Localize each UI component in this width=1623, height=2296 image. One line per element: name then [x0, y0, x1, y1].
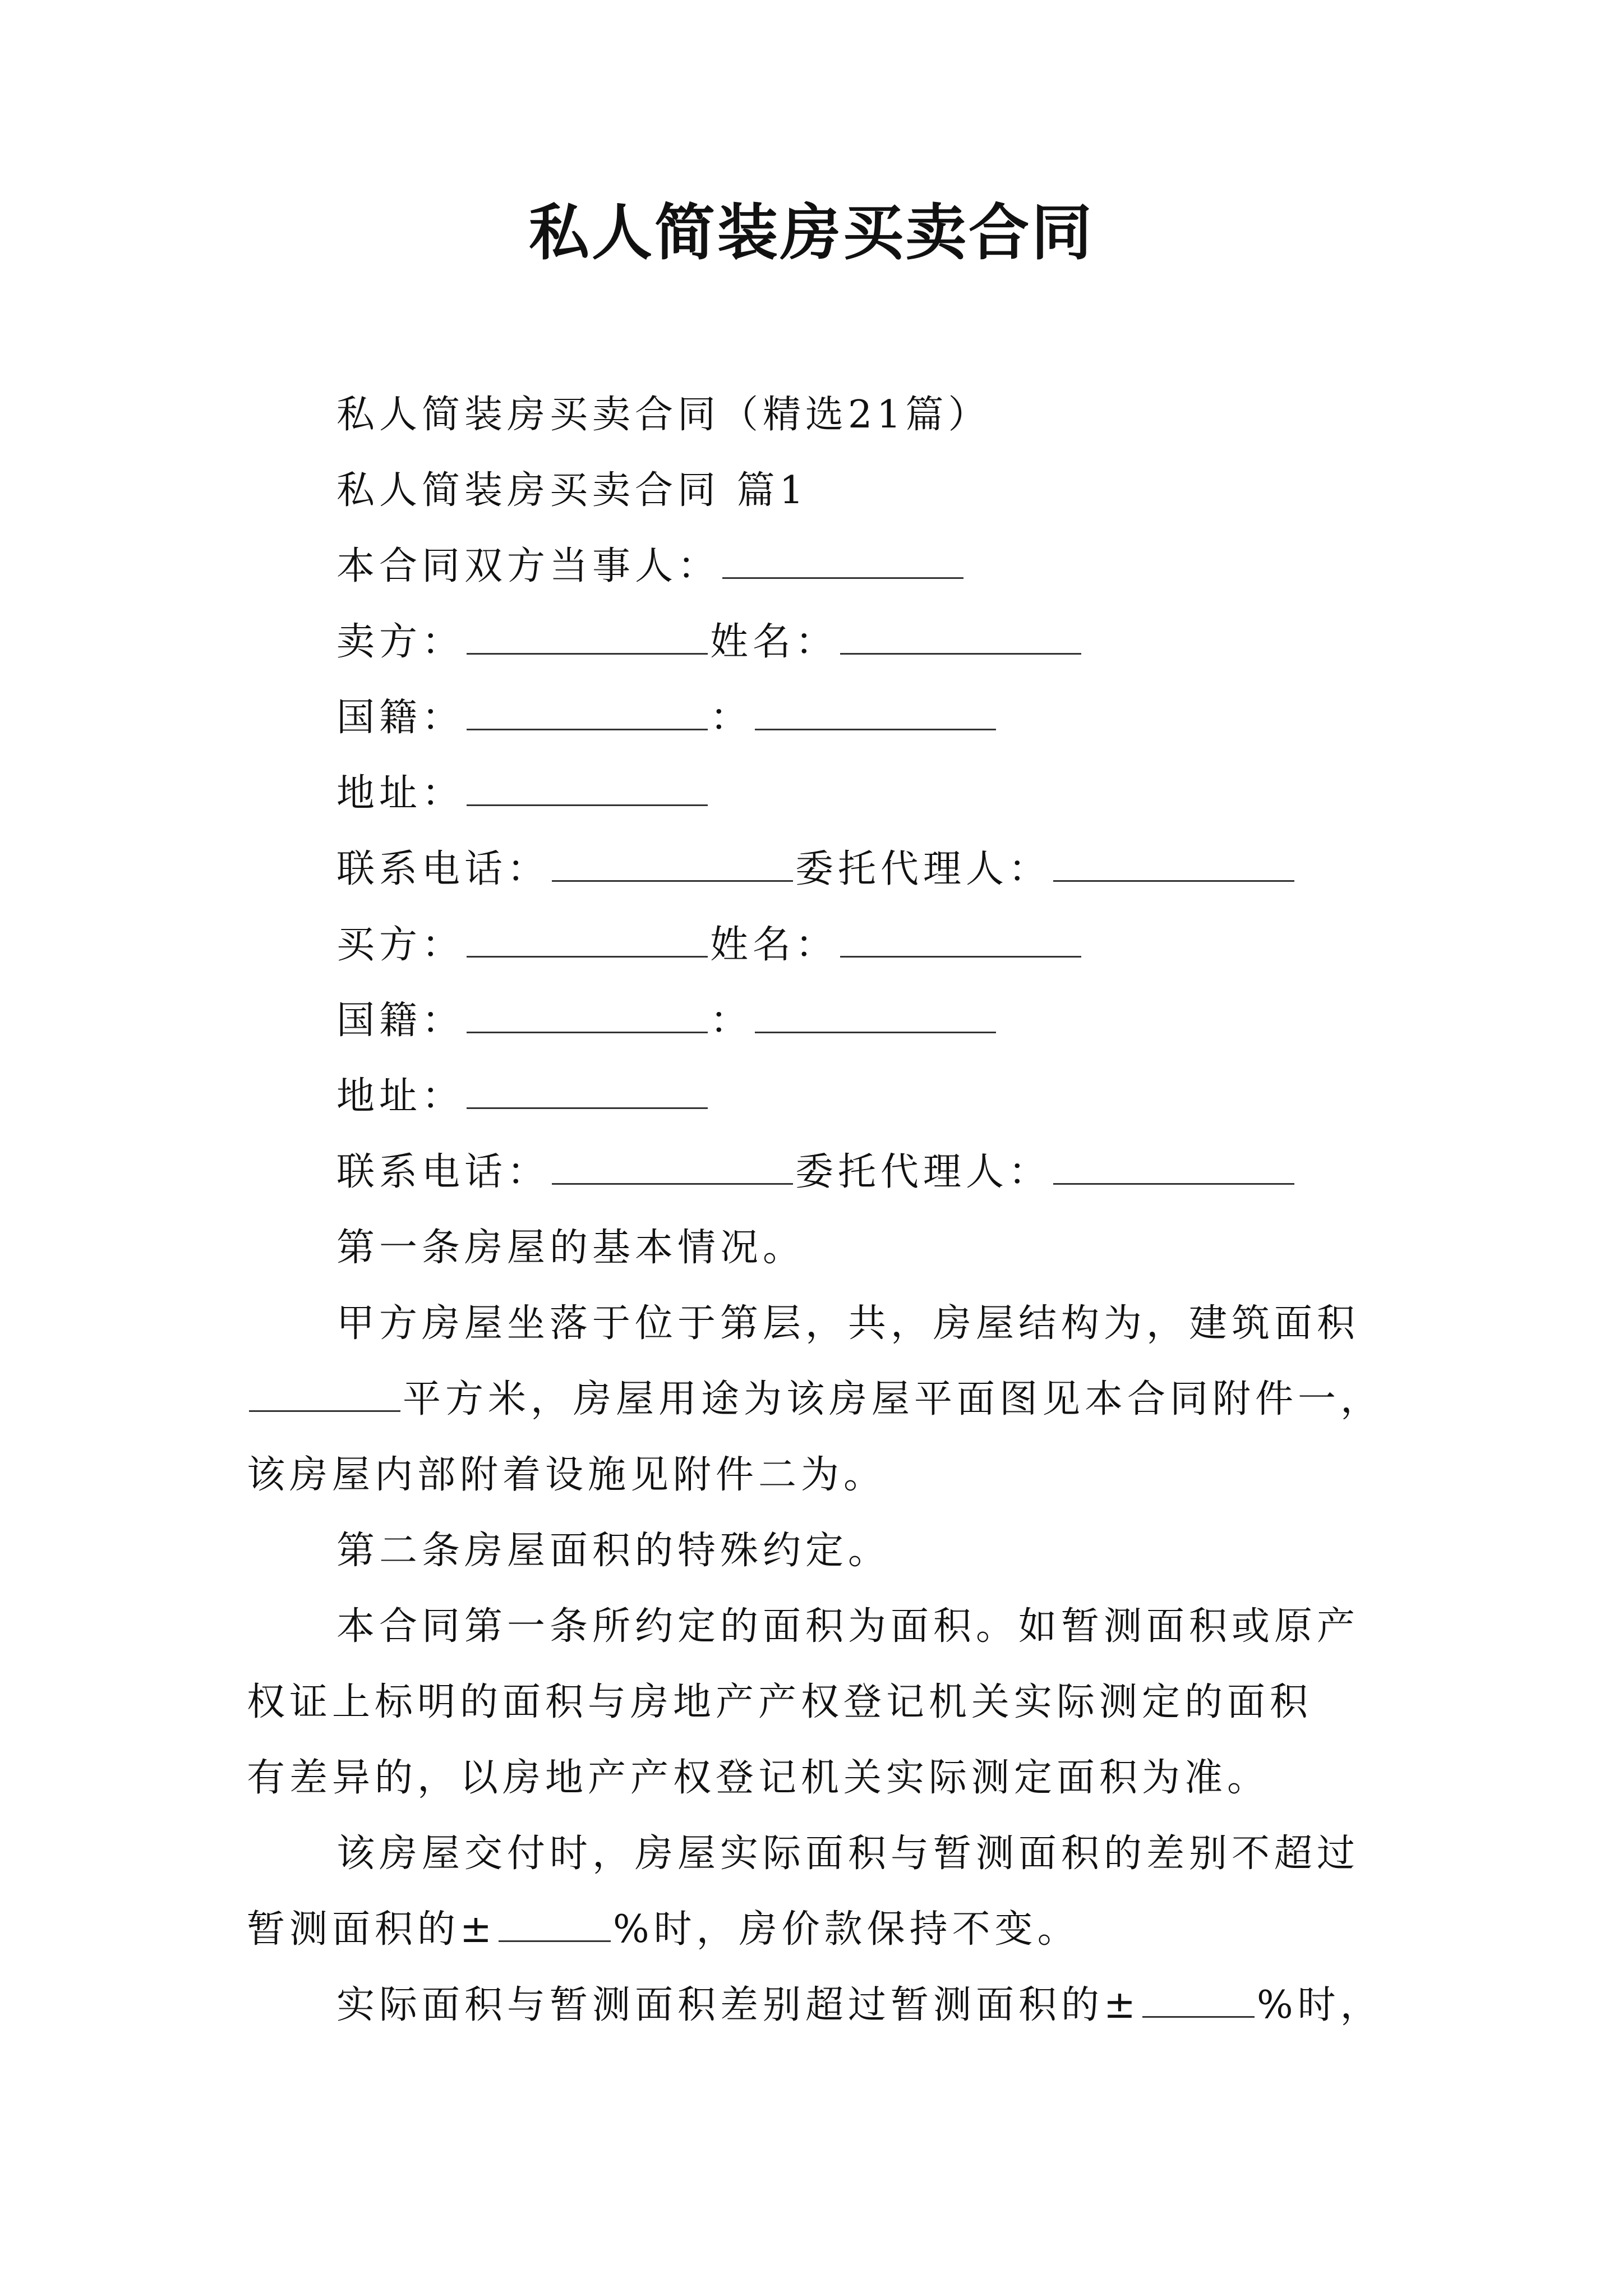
tolerance-text-head: 暂测面积的±: [247, 1907, 496, 1952]
article1-line2-text: 平方米，房屋用途为该房屋平面图见本合同附件一，: [403, 1377, 1384, 1421]
buyer-label: 买方：: [336, 923, 465, 967]
seller-nationality-line: [336, 690, 998, 746]
seller-phone-blank: [552, 846, 793, 882]
seller-name-label: 姓名：: [710, 620, 838, 664]
parties-blank: [722, 544, 963, 579]
buyer-line: [336, 917, 1083, 973]
buyer-extra-blank: [755, 998, 996, 1033]
buyer-address-label: 地址：: [336, 1074, 465, 1119]
buyer-phone-label: 联系电话：: [336, 1150, 550, 1194]
article1-paragraph-line2: [247, 1372, 1383, 1428]
buyer-phone-blank: [552, 1149, 793, 1185]
buyer-nationality-line: [336, 993, 998, 1049]
seller-line: [336, 614, 1083, 670]
excess-blank: [1142, 1982, 1255, 2018]
buyer-agent-label: 委托代理人：: [795, 1150, 1052, 1194]
seller-address-line: [336, 766, 710, 822]
article2-paragraph2-line2: [247, 1902, 1080, 1958]
document-title: 私人简装房买卖合同: [528, 197, 1094, 268]
article2-paragraph2-line1: 该房屋交付时，房屋实际面积与暂测面积的差别不超过: [336, 1832, 1360, 1876]
seller-nationality-blank: [467, 695, 708, 730]
seller-extra-blank: [755, 695, 996, 730]
article2-heading: 第二条房屋面积的特殊约定。: [336, 1529, 891, 1573]
article2-paragraph1-line3: 有差异的，以房地产产权登记机关实际测定面积为准。: [247, 1756, 1270, 1800]
seller-agent-label: 委托代理人：: [795, 847, 1052, 891]
seller-blank: [467, 619, 708, 655]
parties-line: [336, 539, 966, 595]
seller-address-blank: [467, 771, 708, 806]
area-blank: [249, 1377, 400, 1412]
seller-colon-label: ：: [710, 696, 753, 740]
section-heading: 私人简装房买卖合同 篇1: [336, 468, 808, 513]
seller-label: 卖方：: [336, 620, 465, 664]
article2-paragraph1-line1: 本合同第一条所约定的面积为面积。如暂测面积或原产: [336, 1604, 1360, 1649]
tolerance-blank: [499, 1907, 611, 1942]
buyer-name-label: 姓名：: [710, 923, 838, 967]
buyer-nationality-blank: [467, 998, 708, 1033]
article1-paragraph-line3: 该房屋内部附着设施见附件二为。: [247, 1453, 887, 1497]
buyer-colon-label: ：: [710, 999, 753, 1043]
buyer-phone-line: [336, 1144, 1297, 1200]
parties-label: 本合同双方当事人：: [336, 544, 721, 588]
buyer-address-line: [336, 1069, 710, 1125]
article2-paragraph1-line2: 权证上标明的面积与房地产产权登记机关实际测定的面积: [247, 1680, 1313, 1724]
buyer-nationality-label: 国籍：: [336, 999, 465, 1043]
seller-agent-blank: [1053, 846, 1294, 882]
article1-heading: 第一条房屋的基本情况。: [336, 1226, 806, 1270]
buyer-agent-blank: [1053, 1149, 1294, 1185]
seller-phone-line: [336, 841, 1297, 898]
excess-text-tail: %时，: [1256, 1983, 1383, 2027]
buyer-name-blank: [840, 922, 1081, 958]
buyer-blank: [467, 922, 708, 958]
article1-paragraph-line1: 甲方房屋坐落于位于第层，共，房屋结构为，建筑面积: [336, 1301, 1360, 1346]
seller-address-label: 地址：: [336, 771, 465, 816]
article2-paragraph3-line1: [336, 1977, 1383, 2033]
seller-name-blank: [840, 619, 1081, 655]
seller-phone-label: 联系电话：: [336, 847, 550, 891]
buyer-address-blank: [467, 1074, 708, 1109]
excess-text-head: 实际面积与暂测面积差别超过暂测面积的±: [336, 1983, 1140, 2027]
document-subtitle: 私人简装房买卖合同（精选21篇）: [336, 393, 991, 437]
seller-nationality-label: 国籍：: [336, 696, 465, 740]
tolerance-text-tail: %时，房价款保持不变。: [612, 1907, 1080, 1952]
